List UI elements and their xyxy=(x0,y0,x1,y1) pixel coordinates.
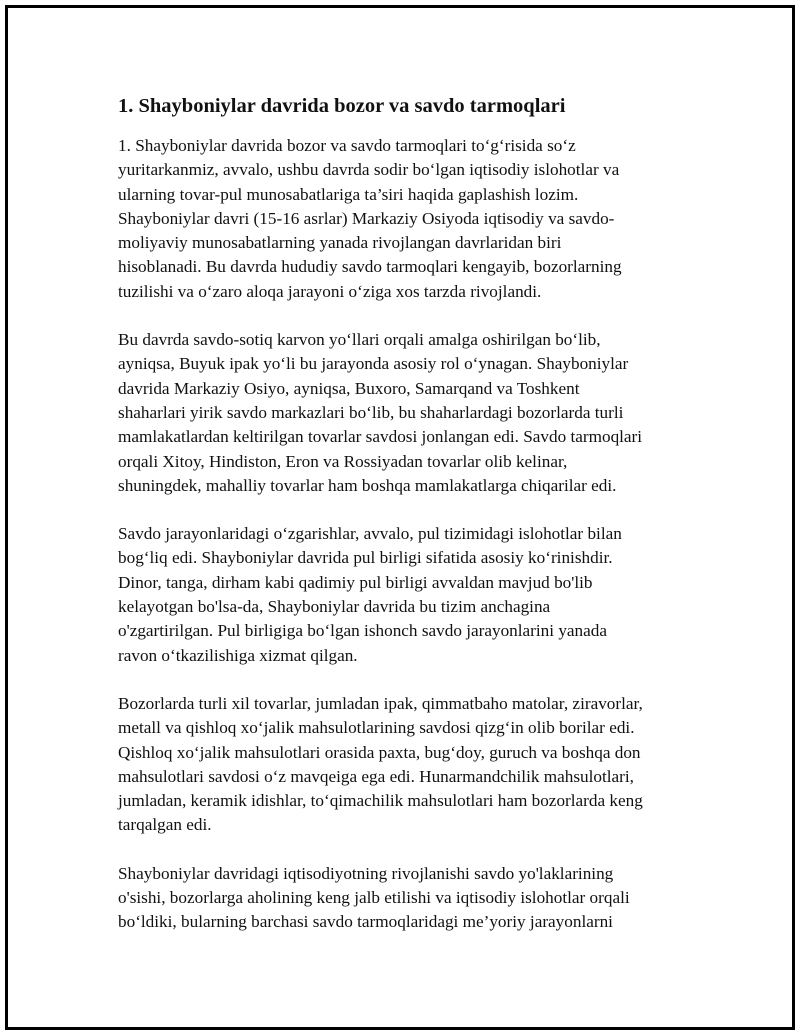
text-line: tarqalgan edi. xyxy=(118,815,212,835)
text-line: Shayboniylar davri (15-16 asrlar) Markaziy Osiyoda iqtisodiy va savdo- xyxy=(118,208,615,228)
document-title: 1. Shayboniylar davrida bozor va savdo tarmoqlari xyxy=(118,95,566,117)
text-line: o'sishi, bozorlarga aholining keng jalb etilishi va iqtisodiy islohotlar orqali xyxy=(118,888,630,908)
text-line: Shayboniylar davridagi iqtisodiyotning rivojlanishi savdo yo'laklarining xyxy=(118,863,614,883)
text-line: shuningdek, mahalliy tovarlar ham boshqa mamlakatlarga chiqarilar edi. xyxy=(118,475,617,495)
text-line: metall va qishloq xo‘jalik mahsulotlarining savdosi qizg‘in olib borilar edi. xyxy=(118,718,635,738)
text-line: yuritarkanmiz, avvalo, ushbu davrda sodir bo‘lgan iqtisodiy islohotlar va xyxy=(118,160,620,180)
text-line: jumladan, keramik idishlar, to‘qimachilik mahsulotlari ham bozorlarda keng xyxy=(118,791,643,811)
paragraph-3 xyxy=(118,522,698,668)
text-line: hisoblanadi. Bu davrda hududiy savdo tarmoqlari kengayib, bozorlarning xyxy=(118,257,622,277)
paragraph-1 xyxy=(118,134,698,304)
text-line: Qishloq xo‘jalik mahsulotlari orasida paxta, bug‘doy, guruch va boshqa don xyxy=(118,742,641,762)
text-line: 1. Shayboniylar davrida bozor va savdo tarmoqlari to‘g‘risida so‘z xyxy=(118,136,576,155)
text-line: ularning tovar-pul munosabatlariga ta’siri haqida gaplashish lozim. xyxy=(118,184,579,204)
text-line: Dinor, tanga, dirham kabi qadimiy pul birligi avvaldan mavjud bo'lib xyxy=(118,572,593,592)
document-body xyxy=(118,92,698,959)
text-line: mamlakatlardan keltirilgan tovarlar savdosi jonlangan edi. Savdo tarmoqlari xyxy=(118,427,643,447)
text-line: kelayotgan bo'lsa-da, Shayboniylar davrida bu tizim anchagina xyxy=(118,597,551,617)
text-line: davrida Markaziy Osiyo, ayniqsa, Buxoro, Samarqand va Toshkent xyxy=(118,378,580,398)
text-line: orqali Xitoy, Hindiston, Eron va Rossiyadan tovarlar olib kelinar, xyxy=(118,451,568,471)
text-line: moliyaviy munosabatlarning yanada rivojlangan davrlaridan biri xyxy=(118,233,562,253)
text-line: mahsulotlari savdosi o‘z mavqeiga ega edi. Hunarmandchilik mahsulotlari, xyxy=(118,766,634,786)
text-line: Bozorlarda turli xil tovarlar, jumladan ipak, qimmatbaho matolar, ziravorlar, xyxy=(118,693,643,713)
text-line: o'zgartirilgan. Pul birligiga bo‘lgan ishonch savdo jarayonlarini yanada xyxy=(118,621,607,641)
paragraph-4 xyxy=(118,692,698,838)
paragraph-2 xyxy=(118,328,698,498)
text-line: Savdo jarayonlaridagi o‘zgarishlar, avvalo, pul tizimidagi islohotlar bilan xyxy=(118,524,622,544)
paragraph-5 xyxy=(118,862,698,935)
text-line: Bu davrda savdo-sotiq karvon yo‘llari orqali amalga oshirilgan bo‘lib, xyxy=(118,330,601,350)
text-line: shaharlari yirik savdo markazlari bo‘lib, bu shaharlardagi bozorlarda turli xyxy=(118,402,624,422)
text-line: tuzilishi va o‘zaro aloqa jarayoni o‘ziga xos tarzda rivojlandi. xyxy=(118,281,542,301)
text-line: ayniqsa, Buyuk ipak yo‘li bu jarayonda asosiy rol o‘ynagan. Shayboniylar xyxy=(118,354,629,374)
text-line: bo‘ldiki, bularning barchasi savdo tarmoqlaridagi me’yoriy jarayonlarni xyxy=(118,912,613,932)
text-line: bog‘liq edi. Shayboniylar davrida pul birligi sifatida asosiy ko‘rinishdir. xyxy=(118,548,613,568)
text-line: ravon o‘tkazilishiga xizmat qilgan. xyxy=(118,645,358,665)
